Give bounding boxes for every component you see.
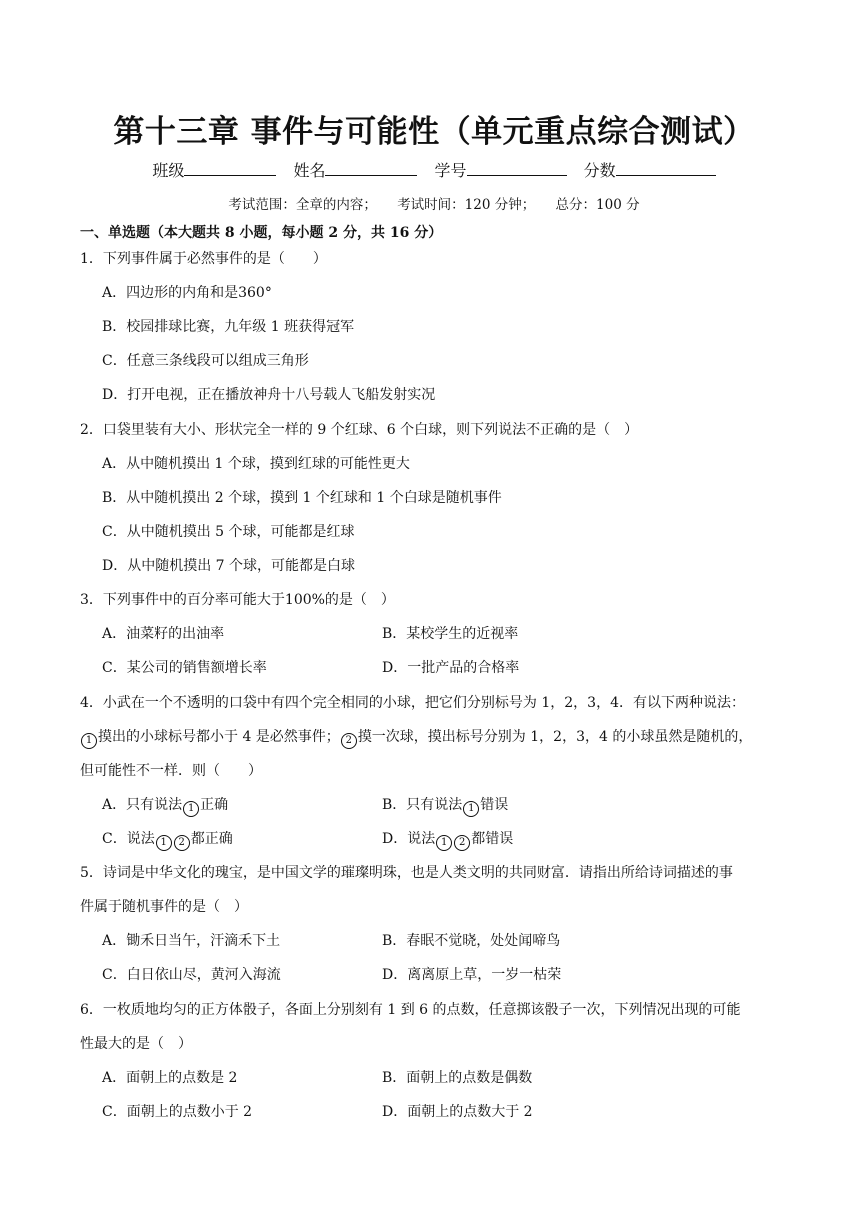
score-label: 分数: [583, 161, 616, 180]
name-blank: [325, 161, 417, 176]
score-blank: [616, 161, 716, 176]
q4-c-prefix: C．说法: [102, 831, 155, 847]
class-label: 班级: [152, 161, 185, 180]
circled-two: 2: [174, 835, 190, 851]
q6-stem-line2: 性最大的是（ ）: [80, 1036, 192, 1052]
q3-option-d: D．一批产品的合格率: [382, 660, 520, 676]
name-field: [293, 161, 417, 180]
q4-a-suffix: 正确: [200, 797, 229, 813]
q4-stem-line2: [80, 728, 752, 749]
class-field: [152, 161, 276, 180]
section-heading: 一、单选题（本大题共 8 小题，每小题 2 分，共 16 分）: [80, 225, 443, 241]
q3-stem: 3．下列事件中的百分率可能大于100%的是（ ）: [80, 592, 395, 608]
q4-c-suffix: 都正确: [190, 831, 233, 847]
q4-option-d: [382, 830, 513, 851]
name-label: 姓名: [293, 161, 326, 180]
q1-option-c: C．任意三条线段可以组成三角形: [102, 353, 309, 369]
circled-two: 2: [341, 733, 357, 749]
q4-b-suffix: 错误: [480, 797, 509, 813]
q2-option-b: B．从中随机摸出 2 个球，摸到 1 个红球和 1 个白球是随机事件: [102, 490, 502, 506]
circled-one: 1: [81, 733, 97, 749]
q4-d-prefix: D．说法: [382, 831, 436, 847]
circled-one: 1: [183, 801, 199, 817]
id-field: [435, 161, 567, 180]
q6-option-a: A．面朝上的点数是 2: [102, 1070, 238, 1086]
q6-stem-line1: 6．一枚质地均匀的正方体骰子，各面上分别刻有 1 到 6 的点数，任意掷该骰子一次，下列情况出现的可能: [80, 1002, 741, 1018]
q2-option-c: C．从中随机摸出 5 个球，可能都是红球: [102, 524, 355, 540]
q4-statement-1: 摸出的小球标号都小于 4 是必然事件；: [98, 729, 340, 745]
q5-option-c: C．白日依山尽，黄河入海流: [102, 967, 281, 983]
q5-option-d: D．离离原上草，一岁一枯荣: [382, 967, 562, 983]
q1-option-d: D．打开电视，正在播放神舟十八号载人飞船发射实况: [102, 387, 436, 403]
q4-d-suffix: 都错误: [471, 831, 514, 847]
q5-option-a: A．锄禾日当午，汗滴禾下土: [102, 933, 281, 949]
q4-statement-2: 摸一次球，摸出标号分别为 1，2，3，4 的小球虽然是随机的，: [357, 729, 753, 745]
q5-option-b: B．春眠不觉晓，处处闻啼鸟: [382, 933, 561, 949]
q4-option-c: [102, 830, 233, 851]
page-title: 第十三章 事件与可能性（单元重点综合测试）: [113, 114, 755, 150]
circled-one: 1: [156, 835, 172, 851]
id-label: 学号: [434, 161, 467, 180]
circled-one: 1: [436, 835, 452, 851]
q2-stem: 2．口袋里装有大小、形状完全一样的 9 个红球、6 个白球，则下列说法不正确的是（ ）: [80, 422, 639, 438]
exam-total: 总分：100 分: [555, 197, 640, 213]
score-field: [584, 161, 716, 180]
exam-scope: 考试范围：全章的内容；: [228, 197, 377, 213]
q3-option-a: A．油菜籽的出油率: [102, 626, 225, 642]
q6-option-b: B．面朝上的点数是偶数: [382, 1070, 533, 1086]
id-blank: [467, 161, 567, 176]
class-blank: [184, 161, 276, 176]
q1-option-a: A．四边形的内角和是360°: [102, 285, 272, 301]
q3-option-b: B．某校学生的近视率: [382, 626, 519, 642]
q2-option-d: D．从中随机摸出 7 个球，可能都是白球: [102, 558, 356, 574]
q6-option-d: D．面朝上的点数大于 2: [382, 1104, 533, 1120]
circled-one: 1: [463, 801, 479, 817]
q2-option-a: A．从中随机摸出 1 个球，摸到红球的可能性更大: [102, 456, 410, 472]
q4-option-b: [382, 796, 508, 817]
student-info-row: [0, 158, 868, 181]
q4-b-prefix: B．只有说法: [382, 797, 463, 813]
q1-option-b: B．校园排球比赛，九年级 1 班获得冠军: [102, 319, 355, 335]
circled-two: 2: [454, 835, 470, 851]
q6-option-c: C．面朝上的点数小于 2: [102, 1104, 253, 1120]
q5-stem-line1: 5．诗词是中华文化的瑰宝，是中国文学的璀璨明珠，也是人类文明的共同财富．请指出所给诗词描述的事: [80, 865, 733, 881]
exam-info-row: [0, 193, 868, 213]
q5-stem-line2: 件属于随机事件的是（ ）: [80, 899, 248, 915]
exam-time: 考试时间：120 分钟；: [397, 197, 536, 213]
q4-stem-line1: 4．小武在一个不透明的口袋中有四个完全相同的小球，把它们分别标号为 1，2，3，4．有以下两种说法：: [80, 695, 745, 711]
q1-stem: 1．下列事件属于必然事件的是（ ）: [80, 251, 327, 267]
q4-stem-line3: 但可能性不一样．则（ ）: [80, 763, 262, 779]
q4-option-a: [102, 796, 228, 817]
q4-a-prefix: A．只有说法: [102, 797, 183, 813]
q3-option-c: C．某公司的销售额增长率: [102, 660, 267, 676]
